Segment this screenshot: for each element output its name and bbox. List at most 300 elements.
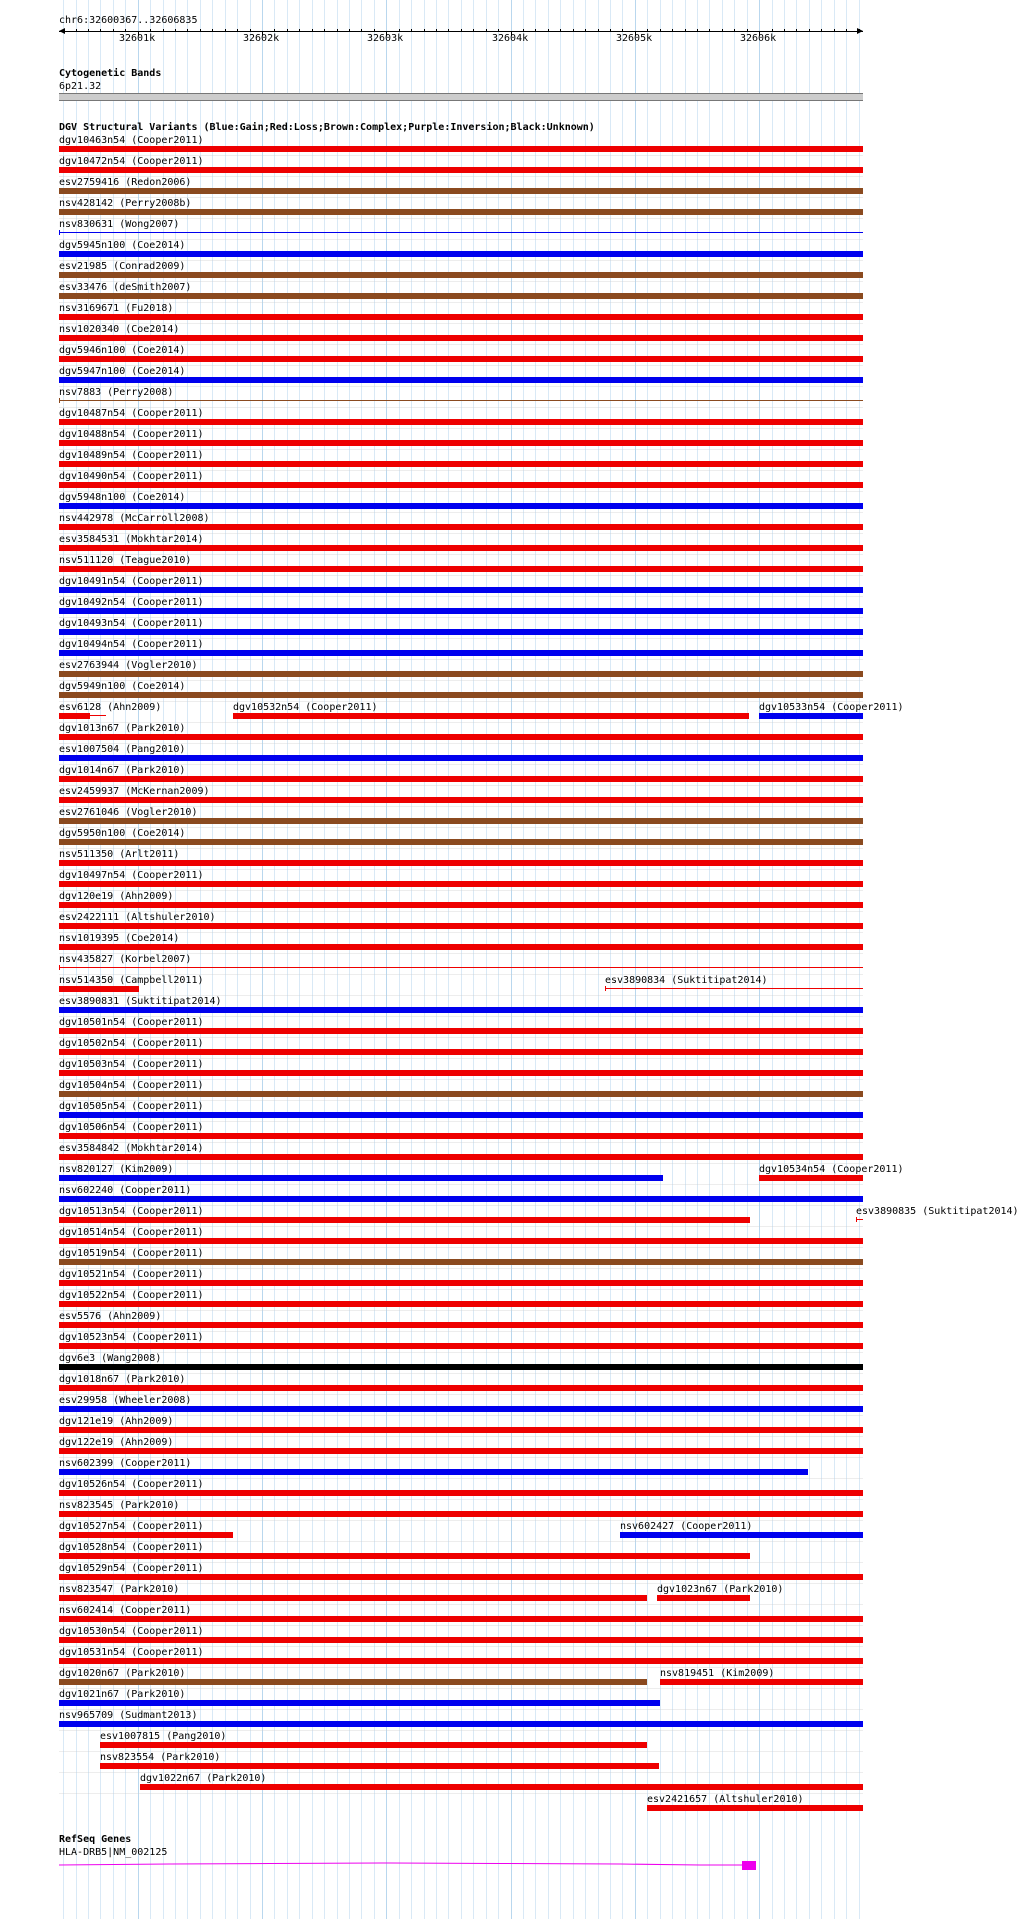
gridline [225,0,226,1919]
gridline [399,0,400,1919]
dgv-feature-bar[interactable] [59,1385,863,1391]
row-separator [59,302,863,303]
ruler-minor-tick [734,29,735,31]
dgv-feature-bar[interactable] [59,461,863,467]
ruler-tick-label: 32601k [119,33,156,44]
gridline [622,0,623,1919]
dgv-feature-label[interactable]: esv2761046 (Vogler2010) [59,807,198,818]
dgv-feature-label[interactable]: esv3890835 (Suktitipat2014) [856,1206,1019,1217]
ruler-minor-tick [337,29,338,31]
dgv-feature-label[interactable]: esv3890831 (Suktitipat2014) [59,996,222,1007]
ruler-minor-tick [535,29,536,31]
ruler-minor-tick [498,29,499,31]
ruler-minor-tick [560,29,561,31]
dgv-feature-label[interactable]: dgv10503n54 (Cooper2011) [59,1059,204,1070]
ruler-minor-tick [424,29,425,31]
ruler-minor-tick [88,29,89,31]
dgv-feature-label[interactable]: nsv823554 (Park2010) [100,1752,221,1763]
dgv-feature-label[interactable]: esv2759416 (Redon2006) [59,177,192,188]
ruler-minor-tick [598,29,599,31]
dgv-feature-label[interactable]: dgv10504n54 (Cooper2011) [59,1080,204,1091]
dgv-feature-label[interactable]: nsv602240 (Cooper2011) [59,1185,192,1196]
dgv-feature-bar[interactable] [59,167,863,173]
dgv-feature-bar[interactable] [59,1364,863,1370]
gridline [324,0,325,1919]
ruler-minor-tick [448,29,449,31]
dgv-feature-bar[interactable] [59,1553,750,1559]
dgv-feature-label[interactable]: esv3890834 (Suktitipat2014) [605,975,768,986]
ruler-minor-tick [63,29,64,31]
dgv-feature-label[interactable]: dgv10533n54 (Cooper2011) [759,702,904,713]
dgv-feature-bar[interactable] [59,818,863,824]
dgv-feature-bar[interactable] [59,1196,863,1202]
dgv-feature-bar[interactable] [59,1322,863,1328]
dgv-feature-bar[interactable] [59,1721,863,1727]
gridline [846,0,847,1919]
dgv-feature-label[interactable]: dgv10472n54 (Cooper2011) [59,156,204,167]
dgv-feature-label[interactable]: dgv10490n54 (Cooper2011) [59,471,204,482]
dgv-feature-bar[interactable] [59,545,863,551]
ruler-minor-tick [473,29,474,31]
dgv-feature-bar[interactable] [59,1679,647,1685]
ruler-minor-tick [225,29,226,31]
gridline [772,0,773,1919]
ruler-minor-tick [250,29,251,31]
dgv-feature-label[interactable]: dgv10529n54 (Cooper2011) [59,1563,204,1574]
dgv-feature-bar[interactable] [59,1511,863,1517]
dgv-feature-bar[interactable] [59,400,863,401]
dgv-feature-label[interactable]: dgv10527n54 (Cooper2011) [59,1521,204,1532]
dgv-feature-label[interactable]: dgv5949n100 (Coe2014) [59,681,186,692]
dgv-feature-bar[interactable] [59,188,863,194]
dgv-feature-label[interactable]: dgv5946n100 (Coe2014) [59,345,186,356]
dgv-feature-bar[interactable] [59,356,863,362]
gridline [610,0,611,1919]
dgv-feature-label[interactable]: dgv1014n67 (Park2010) [59,765,186,776]
gridline [374,0,375,1919]
ruler-minor-tick [784,29,785,31]
dgv-feature-label[interactable]: dgv10501n54 (Cooper2011) [59,1017,204,1028]
gridline [796,0,797,1919]
dgv-feature-bar[interactable] [59,1280,863,1286]
dgv-feature-label[interactable]: esv33476 (deSmith2007) [59,282,192,293]
gridline [535,0,536,1919]
ruler-axis [59,31,863,32]
ruler-minor-tick [672,29,673,31]
dgv-feature-bar[interactable] [59,146,863,152]
dgv-feature-label[interactable]: dgv121e19 (Ahn2009) [59,1416,174,1427]
gridline [747,0,748,1919]
dgv-feature-bar[interactable] [59,524,863,530]
ruler-minor-tick [361,29,362,31]
gridline [361,0,362,1919]
dgv-feature-label[interactable]: esv2459937 (McKernan2009) [59,786,210,797]
dgv-feature-bar[interactable] [59,692,863,698]
dgv-feature-bar[interactable] [59,629,863,635]
dgv-feature-cap [59,230,60,235]
gridline [287,0,288,1919]
dgv-feature-bar[interactable] [59,587,863,593]
dgv-feature-bar[interactable] [59,377,863,383]
row-separator [59,1310,863,1311]
ruler-minor-tick [299,29,300,31]
dgv-feature-bar[interactable] [59,1154,863,1160]
dgv-feature-label[interactable]: dgv10523n54 (Cooper2011) [59,1332,204,1343]
dgv-feature-bar[interactable] [59,1595,647,1601]
dgv-feature-bar[interactable] [59,650,863,656]
dgv-feature-label[interactable]: dgv10519n54 (Cooper2011) [59,1248,204,1259]
ruler-minor-tick [287,29,288,31]
dgv-feature-bar[interactable] [59,713,90,719]
dgv-feature-bar[interactable] [59,1049,863,1055]
row-separator [59,848,863,849]
dgv-feature-bar[interactable] [605,988,863,989]
gene-model[interactable] [0,1855,890,1885]
dgv-feature-bar[interactable] [647,1805,863,1811]
dgv-feature-bar[interactable] [59,1532,233,1538]
dgv-feature-bar[interactable] [100,1742,647,1748]
gridline [722,0,723,1919]
dgv-feature-label[interactable]: dgv10494n54 (Cooper2011) [59,639,204,650]
dgv-feature-bar[interactable] [59,1301,863,1307]
row-separator [59,890,863,891]
dgv-feature-bar[interactable] [59,1574,863,1580]
dgv-feature-bar[interactable] [759,713,863,719]
dgv-feature-label[interactable]: dgv10531n54 (Cooper2011) [59,1647,204,1658]
dgv-feature-bar[interactable] [59,1217,750,1223]
dgv-feature-bar[interactable] [59,860,863,866]
ruler-minor-tick [772,29,773,31]
dgv-feature-label[interactable]: dgv10497n54 (Cooper2011) [59,870,204,881]
dgv-feature-label[interactable]: dgv1018n67 (Park2010) [59,1374,186,1385]
dgv-feature-label[interactable]: nsv514350 (Campbell2011) [59,975,204,986]
gridline [386,0,387,1919]
dgv-feature-label[interactable]: esv1007504 (Pang2010) [59,744,186,755]
dgv-feature-label[interactable]: dgv1020n67 (Park2010) [59,1668,186,1679]
dgv-track-title: DGV Structural Variants (Blue:Gain;Red:Loss;Brown:Complex;Purple:Inversion;Black:Unknown) [59,122,595,133]
ruler-tick-label: 32603k [367,33,404,44]
dgv-feature-label[interactable]: nsv1019395 (Coe2014) [59,933,180,944]
dgv-feature-label[interactable]: nsv823545 (Park2010) [59,1500,180,1511]
dgv-feature-bar[interactable] [59,335,863,341]
dgv-feature-bar[interactable] [59,1028,863,1034]
row-separator [59,1436,863,1437]
dgv-feature-label[interactable]: dgv10514n54 (Cooper2011) [59,1227,204,1238]
dgv-feature-bar[interactable] [59,986,139,992]
dgv-feature-label[interactable]: dgv1022n67 (Park2010) [140,1773,267,1784]
dgv-feature-label[interactable]: dgv10534n54 (Cooper2011) [759,1164,904,1175]
gridline [262,0,263,1919]
dgv-feature-bar[interactable] [59,755,863,761]
dgv-feature-label[interactable]: dgv5945n100 (Coe2014) [59,240,186,251]
dgv-feature-label[interactable]: dgv5948n100 (Coe2014) [59,492,186,503]
dgv-feature-label[interactable]: nsv823547 (Park2010) [59,1584,180,1595]
dgv-feature-label[interactable]: dgv10463n54 (Cooper2011) [59,135,204,146]
dgv-feature-cap [605,986,606,991]
gridline [424,0,425,1919]
dgv-feature-bar[interactable] [59,1070,863,1076]
dgv-feature-label[interactable]: nsv602427 (Cooper2011) [620,1521,753,1532]
dgv-feature-label[interactable]: dgv10493n54 (Cooper2011) [59,618,204,629]
ruler-minor-tick [436,29,437,31]
gridline [672,0,673,1919]
dgv-feature-bar[interactable] [59,566,863,572]
ruler-minor-tick [747,29,748,31]
ruler-tick-label: 32602k [243,33,280,44]
dgv-feature-bar[interactable] [59,482,863,488]
dgv-feature-label[interactable]: esv2422111 (Altshuler2010) [59,912,216,923]
dgv-feature-cap [856,1217,857,1222]
gridline [461,0,462,1919]
dgv-feature-bar[interactable] [59,967,863,968]
gridline [834,0,835,1919]
dgv-feature-bar[interactable] [59,1175,663,1181]
row-separator [59,1499,863,1500]
row-separator [59,932,863,933]
dgv-feature-label[interactable]: dgv10491n54 (Cooper2011) [59,576,204,587]
dgv-feature-label[interactable]: dgv122e19 (Ahn2009) [59,1437,174,1448]
dgv-feature-label[interactable]: esv6128 (Ahn2009) [59,702,162,713]
dgv-feature-label[interactable]: dgv10522n54 (Cooper2011) [59,1290,204,1301]
dgv-feature-bar[interactable] [59,503,863,509]
dgv-feature-bar[interactable] [59,671,863,677]
ruler-right-arrow-icon [857,28,863,34]
dgv-feature-bar[interactable] [59,881,863,887]
dgv-feature-label[interactable]: esv29958 (Wheeler2008) [59,1395,192,1406]
ruler-minor-tick [163,29,164,31]
dgv-feature-bar[interactable] [856,1219,863,1220]
ruler-minor-tick [212,29,213,31]
ruler-minor-tick [523,29,524,31]
dgv-feature-bar[interactable] [59,1112,863,1118]
row-separator [59,386,863,387]
gridline [436,0,437,1919]
ruler-minor-tick [585,29,586,31]
dgv-feature-bar[interactable] [59,1427,863,1433]
dgv-feature-label[interactable]: nsv3169671 (Fu2018) [59,303,174,314]
ruler-minor-tick [796,29,797,31]
ruler-minor-tick [312,29,313,31]
dgv-feature-label[interactable]: dgv1013n67 (Park2010) [59,723,186,734]
ruler-minor-tick [125,29,126,31]
dgv-feature-bar[interactable] [59,1658,863,1664]
dgv-feature-label[interactable]: esv1007815 (Pang2010) [100,1731,227,1742]
ruler-tick-label: 32606k [740,33,777,44]
dgv-feature-bar[interactable] [59,1343,863,1349]
dgv-feature-label[interactable]: dgv10526n54 (Cooper2011) [59,1479,204,1490]
dgv-feature-label[interactable]: nsv428142 (Perry2008b) [59,198,192,209]
dgv-feature-bar[interactable] [59,1490,863,1496]
gridline [859,0,860,1919]
position-label: chr6:32600367..32606835 [59,15,198,26]
dgv-feature-bar[interactable] [59,797,863,803]
ruler-minor-tick [100,29,101,31]
ruler-minor-tick [274,29,275,31]
ruler-minor-tick [660,29,661,31]
row-separator [59,1415,863,1416]
dgv-feature-label[interactable]: dgv10530n54 (Cooper2011) [59,1626,204,1637]
dgv-feature-label[interactable]: esv2763944 (Vogler2010) [59,660,198,671]
dgv-feature-label[interactable]: dgv5950n100 (Coe2014) [59,828,186,839]
dgv-feature-label[interactable]: dgv1021n67 (Park2010) [59,1689,186,1700]
dgv-feature-label[interactable]: esv2421657 (Altshuler2010) [647,1794,804,1805]
dgv-feature-bar[interactable] [59,923,863,929]
dgv-feature-label[interactable]: dgv10532n54 (Cooper2011) [233,702,378,713]
cytoband-label: 6p21.32 [59,81,102,92]
ruler-minor-tick [846,29,847,31]
dgv-feature-label[interactable]: esv3584842 (Mokhtar2014) [59,1143,204,1154]
ruler-minor-tick [548,29,549,31]
ruler-minor-tick [76,29,77,31]
dgv-feature-bar[interactable] [59,272,863,278]
gridline [809,0,810,1919]
gridline [299,0,300,1919]
dgv-feature-bar[interactable] [59,1007,863,1013]
gene-intron-line [59,1863,742,1865]
dgv-feature-bar[interactable] [59,1448,863,1454]
ruler-left-arrow-icon [59,28,65,34]
ruler-tick-label: 32605k [616,33,653,44]
dgv-feature-bar[interactable] [59,734,863,740]
gridline [523,0,524,1919]
dgv-feature-label[interactable]: dgv10489n54 (Cooper2011) [59,450,204,461]
cytoband-bar[interactable] [59,93,863,101]
dgv-feature-label[interactable]: dgv10492n54 (Cooper2011) [59,597,204,608]
gridline [498,0,499,1919]
dgv-feature-bar[interactable] [59,1637,863,1643]
ruler-minor-tick [399,29,400,31]
gridline [647,0,648,1919]
ruler-minor-tick [610,29,611,31]
gridline [312,0,313,1919]
dgv-feature-label[interactable]: nsv442978 (McCarroll2008) [59,513,210,524]
dgv-feature-bar[interactable] [657,1595,750,1601]
dgv-feature-bar[interactable] [59,293,863,299]
dgv-feature-tail [90,715,106,716]
dgv-feature-bar[interactable] [59,314,863,320]
dgv-feature-bar[interactable] [59,1091,863,1097]
ruler-minor-tick [859,29,860,31]
dgv-feature-bar[interactable] [660,1679,863,1685]
dgv-feature-label[interactable]: dgv10505n54 (Cooper2011) [59,1101,204,1112]
gridline [585,0,586,1919]
dgv-feature-label[interactable]: dgv120e19 (Ahn2009) [59,891,174,902]
dgv-feature-cap [59,965,60,970]
dgv-feature-bar[interactable] [59,1238,863,1244]
ruler-minor-tick [461,29,462,31]
dgv-feature-label[interactable]: nsv819451 (Kim2009) [660,1668,775,1679]
dgv-feature-label[interactable]: esv3584531 (Mokhtar2014) [59,534,204,545]
dgv-feature-bar[interactable] [140,1784,863,1790]
dgv-feature-bar[interactable] [59,608,863,614]
dgv-feature-label[interactable]: dgv10513n54 (Cooper2011) [59,1206,204,1217]
dgv-feature-bar[interactable] [59,902,863,908]
dgv-feature-label[interactable]: nsv830631 (Wong2007) [59,219,180,230]
dgv-feature-label[interactable]: dgv10488n54 (Cooper2011) [59,429,204,440]
dgv-feature-bar[interactable] [59,1406,863,1412]
ruler-minor-tick [685,29,686,31]
dgv-feature-label[interactable]: dgv1023n67 (Park2010) [657,1584,784,1595]
ruler-minor-tick [573,29,574,31]
ruler-minor-tick [175,29,176,31]
dgv-feature-bar[interactable] [59,1700,660,1706]
dgv-feature-bar[interactable] [100,1763,659,1769]
gridline [448,0,449,1919]
dgv-feature-bar[interactable] [59,209,863,215]
gridline [660,0,661,1919]
dgv-feature-label[interactable]: dgv5947n100 (Coe2014) [59,366,186,377]
dgv-feature-label[interactable]: nsv602414 (Cooper2011) [59,1605,192,1616]
cytoband-track-title: Cytogenetic Bands [59,68,162,79]
dgv-feature-label[interactable]: nsv7883 (Perry2008) [59,387,174,398]
dgv-feature-label[interactable]: nsv1020340 (Coe2014) [59,324,180,335]
dgv-feature-bar[interactable] [620,1532,863,1538]
dgv-feature-bar[interactable] [59,419,863,425]
dgv-feature-label[interactable]: nsv511120 (Teague2010) [59,555,192,566]
dgv-feature-bar[interactable] [233,713,749,719]
dgv-feature-label[interactable]: dgv10487n54 (Cooper2011) [59,408,204,419]
dgv-feature-bar[interactable] [59,1133,863,1139]
dgv-feature-bar[interactable] [59,776,863,782]
dgv-feature-label[interactable]: dgv10506n54 (Cooper2011) [59,1122,204,1133]
dgv-feature-label[interactable]: nsv435827 (Korbel2007) [59,954,192,965]
gridline [784,0,785,1919]
gridline [237,0,238,1919]
dgv-feature-bar[interactable] [59,1259,863,1265]
dgv-feature-bar[interactable] [759,1175,863,1181]
dgv-feature-bar[interactable] [59,944,863,950]
gridline [821,0,822,1919]
ruler-minor-tick [200,29,201,31]
dgv-feature-label[interactable]: nsv511350 (Arlt2011) [59,849,180,860]
ruler-minor-tick [237,29,238,31]
dgv-feature-label[interactable]: nsv965709 (Sudmant2013) [59,1710,198,1721]
gene-exon [742,1861,756,1870]
dgv-feature-bar[interactable] [59,1469,808,1475]
ruler-minor-tick [486,29,487,31]
gridline [734,0,735,1919]
dgv-feature-bar[interactable] [59,251,863,257]
gridline [511,0,512,1919]
dgv-feature-label[interactable]: esv21985 (Conrad2009) [59,261,186,272]
ruler-minor-tick [113,29,114,31]
ruler-minor-tick [374,29,375,31]
ruler-minor-tick [834,29,835,31]
dgv-feature-label[interactable]: nsv602399 (Cooper2011) [59,1458,192,1469]
dgv-feature-bar[interactable] [59,839,863,845]
ruler-minor-tick [697,29,698,31]
dgv-feature-label[interactable]: dgv10521n54 (Cooper2011) [59,1269,204,1280]
gridline [337,0,338,1919]
dgv-feature-bar[interactable] [59,440,863,446]
dgv-feature-label[interactable]: dgv6e3 (Wang2008) [59,1353,162,1364]
ruler-minor-tick [722,29,723,31]
gene-label[interactable]: HLA-DRB5|NM_002125 [59,1847,168,1858]
dgv-feature-bar[interactable] [59,1616,863,1622]
gridline [486,0,487,1919]
ruler-minor-tick [821,29,822,31]
dgv-feature-label[interactable]: dgv10528n54 (Cooper2011) [59,1542,204,1553]
dgv-feature-bar[interactable] [59,232,863,233]
dgv-feature-label[interactable]: dgv10502n54 (Cooper2011) [59,1038,204,1049]
dgv-feature-label[interactable]: esv5576 (Ahn2009) [59,1311,162,1322]
gridline [709,0,710,1919]
dgv-feature-label[interactable]: nsv820127 (Kim2009) [59,1164,174,1175]
ruler-minor-tick [647,29,648,31]
ruler-minor-tick [411,29,412,31]
ruler-minor-tick [622,29,623,31]
gridline [274,0,275,1919]
